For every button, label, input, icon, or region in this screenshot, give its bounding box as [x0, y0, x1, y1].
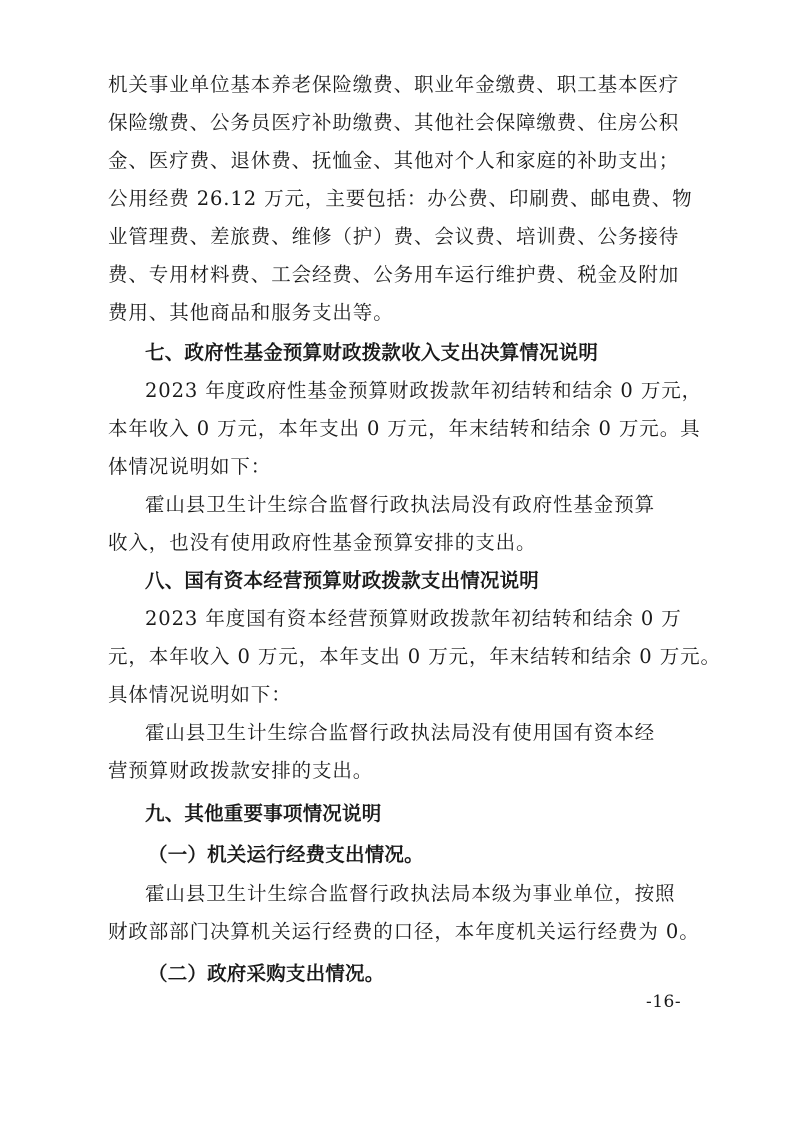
section-heading-8: 八、国有资本经营预算财政拨款支出情况说明: [145, 569, 540, 592]
paragraph-line: 霍山县卫生计生综合监督行政执法局没有政府性基金预算: [145, 493, 656, 516]
paragraph-line: 金、医疗费、退休费、抚恤金、其他对个人和家庭的补助支出；: [108, 149, 680, 172]
paragraph-line: 具体情况说明如下：: [108, 683, 292, 706]
paragraph-line: 收入，也没有使用政府性基金预算安排的支出。: [108, 531, 537, 554]
paragraph-line: 公用经费 26.12 万元，主要包括：办公费、印刷费、邮电费、物: [108, 187, 693, 210]
paragraph-line: 2023 年度国有资本经营预算财政拨款年初结转和结余 0 万: [145, 607, 682, 630]
paragraph-line: 保险缴费、公务员医疗补助缴费、其他社会保障缴费、住房公积: [108, 111, 680, 134]
page-number: -16-: [646, 992, 682, 1012]
paragraph-line: 2023 年度政府性基金预算财政拨款年初结转和结余 0 万元，: [145, 379, 703, 402]
subsection-heading-2: （二）政府采购支出情况。: [148, 962, 385, 985]
paragraph-line: 营预算财政拨款安排的支出。: [108, 759, 374, 782]
paragraph-line: 霍山县卫生计生综合监督行政执法局本级为事业单位，按照: [145, 882, 676, 905]
section-heading-9: 九、其他重要事项情况说明: [145, 802, 382, 825]
paragraph-line: 费、专用材料费、工会经费、公务用车运行维护费、税金及附加: [108, 263, 680, 286]
paragraph-line: 体情况说明如下：: [108, 455, 272, 478]
paragraph-line: 费用、其他商品和服务支出等。: [108, 301, 394, 324]
paragraph-line: 霍山县卫生计生综合监督行政执法局没有使用国有资本经: [145, 721, 656, 744]
paragraph-line: 本年收入 0 万元，本年支出 0 万元，年末结转和结余 0 万元。具: [108, 417, 701, 440]
section-heading-7: 七、政府性基金预算财政拨款收入支出决算情况说明: [145, 341, 599, 364]
paragraph-line: 业管理费、差旅费、维修（护）费、会议费、培训费、公务接待: [108, 225, 680, 248]
subsection-heading-1: （一）机关运行经费支出情况。: [148, 843, 424, 866]
paragraph-line: 财政部部门决算机关运行经费的口径，本年度机关运行经费为 0。: [108, 920, 700, 943]
paragraph-line: 机关事业单位基本养老保险缴费、职业年金缴费、职工基本医疗: [108, 73, 680, 96]
paragraph-line: 元，本年收入 0 万元，本年支出 0 万元，年末结转和结余 0 万元。: [108, 645, 721, 668]
